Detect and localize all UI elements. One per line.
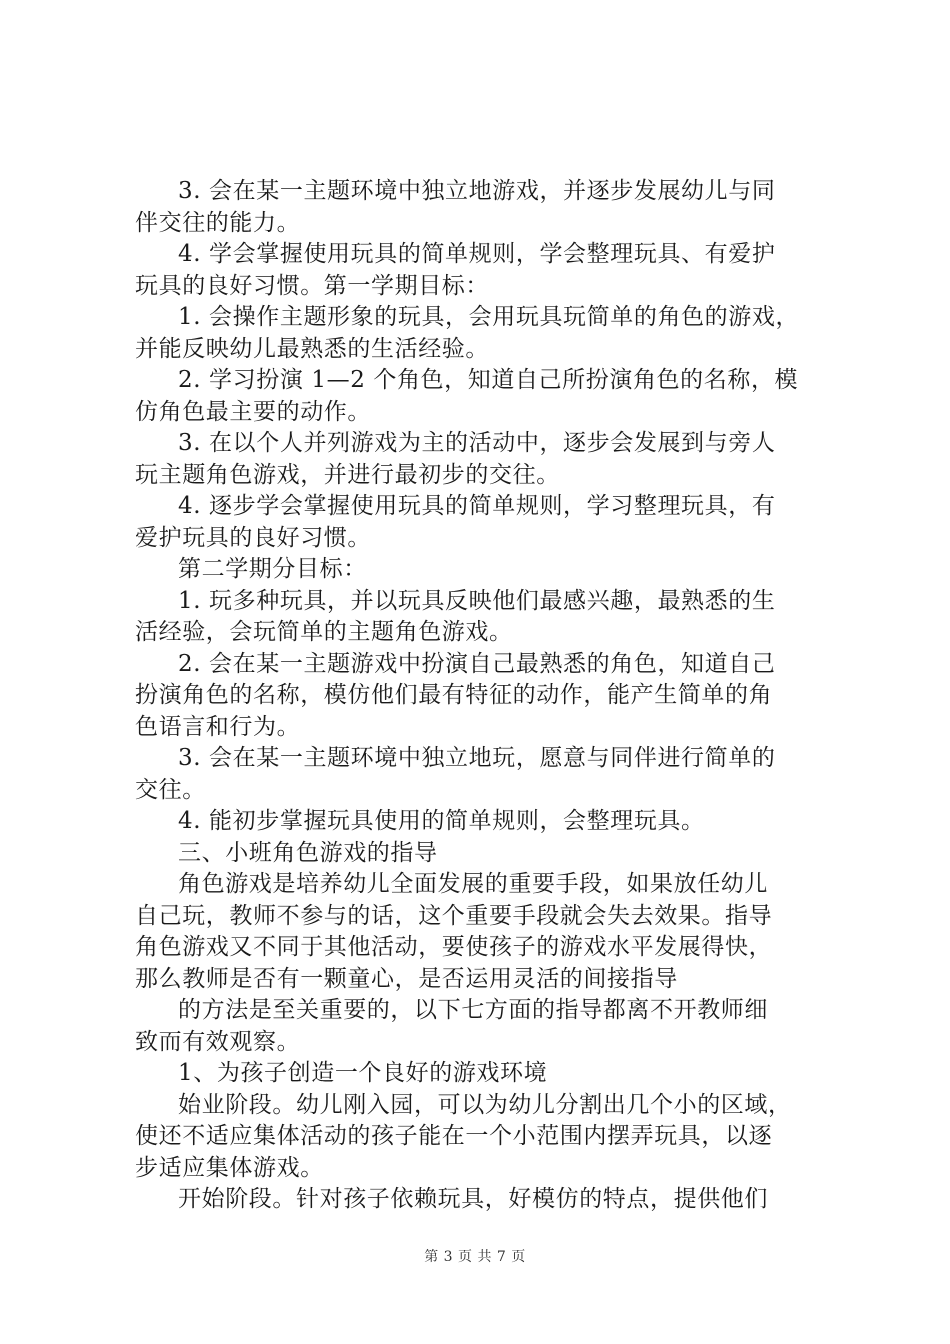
text-line: 3. 在以个人并列游戏为主的活动中，逐步会发展到与旁人: [178, 430, 776, 456]
text-line: 并能反映幼儿最熟悉的生活经验。: [135, 335, 489, 362]
text-line: 1. 会操作主题形象的玩具，会用玩具玩简单的角色的游戏，: [178, 304, 800, 330]
text-line: 3. 会在某一主题环境中独立地游戏，并逐步发展幼儿与同: [178, 178, 776, 204]
page-footer: 第 3 页 共 7 页: [424, 1249, 526, 1265]
text-line: 始业阶段。幼儿刚入园，可以为幼儿分割出几个小的区域，: [178, 1091, 792, 1118]
text-line: 使还不适应集体活动的孩子能在一个小范围内摆弄玩具，以逐: [135, 1123, 773, 1149]
text-line: 的方法是至关重要的，以下七方面的指导都离不开教师细: [178, 997, 768, 1023]
text-line: 致而有效观察。: [135, 1028, 301, 1055]
text-line: 仿角色最主要的动作。: [135, 398, 371, 425]
text-line: 步适应集体游戏。: [135, 1154, 324, 1181]
text-line: 1. 玩多种玩具，并以玩具反映他们最感兴趣，最熟悉的生: [178, 587, 776, 614]
text-line: 伴交往的能力。: [135, 209, 301, 236]
text-line: 自己玩，教师不参与的话，这个重要手段就会失去效果。指导: [135, 902, 773, 929]
document-body: [135, 176, 835, 1216]
text-line: 角色游戏是培养幼儿全面发展的重要手段，如果放任幼儿: [178, 871, 768, 897]
text-line: 4. 逐步学会掌握使用玩具的简单规则，学习整理玩具，有: [178, 493, 776, 519]
text-line: 1、为孩子创造一个良好的游戏环境: [178, 1060, 548, 1086]
text-line: 色语言和行为。: [135, 713, 301, 740]
text-line: 4. 能初步掌握玩具使用的简单规则，会整理玩具。: [178, 808, 705, 834]
text-line: 玩具的良好习惯。第一学期目标：: [135, 272, 489, 299]
text-line: 2. 会在某一主题游戏中扮演自己最熟悉的角色，知道自己: [178, 650, 776, 677]
text-line: 玩主题角色游戏，并进行最初步的交往。: [135, 461, 560, 488]
text-line: 角色游戏又不同于其他活动，要使孩子的游戏水平发展得快，: [135, 934, 773, 960]
text-line: 4. 学会掌握使用玩具的简单规则，学会整理玩具、有爱护: [178, 241, 776, 267]
text-line: 爱护玩具的良好习惯。: [135, 524, 371, 551]
text-line: 那么教师是否有一颗童心，是否运用灵活的间接指导: [135, 965, 678, 992]
text-line: 扮演角色的名称，模仿他们最有特征的动作，能产生简单的角: [135, 682, 773, 708]
text-line: 活经验，会玩简单的主题角色游戏。: [135, 619, 513, 645]
text-line: 开始阶段。针对孩子依赖玩具，好模仿的特点，提供他们: [178, 1186, 768, 1212]
text-line: 交往。: [135, 776, 206, 803]
text-line: 3. 会在某一主题环境中独立地玩，愿意与同伴进行简单的: [178, 745, 776, 771]
text-line: 2. 学习扮演 1—2 个角色，知道自己所扮演角色的名称，模: [178, 367, 799, 393]
text-line: 三、小班角色游戏的指导: [178, 839, 438, 866]
text-line: 第二学期分目标：: [178, 556, 367, 582]
